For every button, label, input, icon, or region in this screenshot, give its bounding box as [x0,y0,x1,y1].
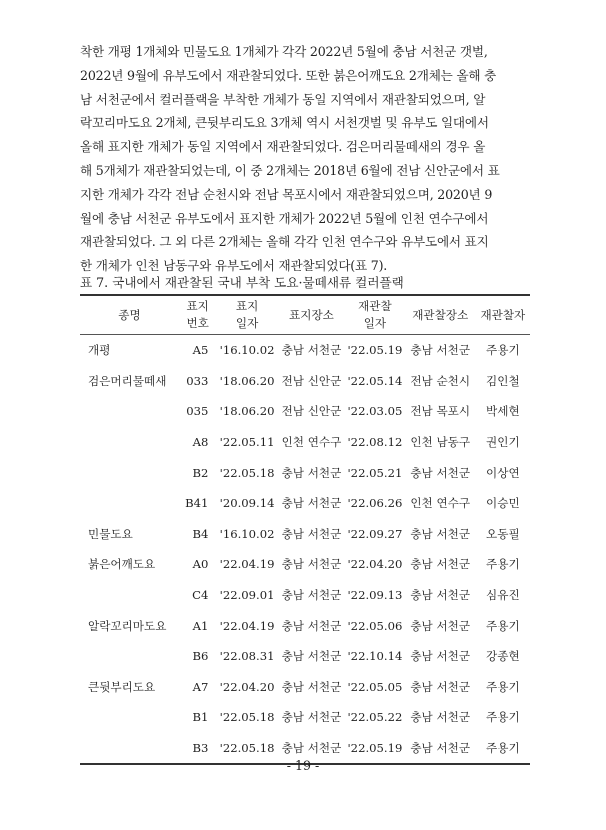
cell-resight-date: '22.05.06 [347,618,403,633]
cell-resight-location: 충남 서천군 [410,649,471,664]
cell-tag-no: B2 [192,465,209,480]
table-header-row [80,295,530,335]
cell-resight-date: '22.05.19 [347,741,403,756]
cell-tag-no: A7 [192,679,209,694]
cell-observer: 이승민 [486,496,520,511]
cell-observer: 권인기 [486,435,520,450]
header-tag-no-line2: 번호 [186,316,209,330]
header-tag-location: 표지장소 [289,307,334,322]
cell-species: 검은머리물떼새 [88,373,167,388]
cell-resight-location: 충남 서천군 [410,588,471,603]
table-row [80,366,530,397]
header-tag-date-line1: 표지 [235,299,259,313]
cell-resight-location: 전남 목포시 [410,404,471,419]
cell-observer: 강종현 [486,649,520,664]
cell-observer: 주용기 [486,679,520,694]
cell-tag-no: C4 [192,588,209,603]
cell-observer: 심유진 [486,588,520,603]
cell-tag-date: '22.05.18 [219,710,275,725]
table-row [80,672,530,703]
cell-tag-location: 충남 서천군 [281,679,342,694]
cell-tag-date: '18.06.20 [219,404,275,419]
header-species: 종명 [118,307,141,322]
paragraph-line: 남 서천군에서 컬러플랙을 부착한 개체가 동일 지역에서 재관찰되었으며, 알 [80,91,486,107]
cell-species [80,427,179,458]
cell-tag-date: '16.10.02 [219,526,275,541]
cell-observer: 이상연 [486,465,520,480]
header-resight-location: 재관찰장소 [412,307,469,322]
cell-tag-location: 전남 신안군 [281,404,342,419]
cell-resight-date: '22.06.26 [347,496,403,511]
cell-resight-date: '22.05.14 [347,373,403,388]
cell-resight-date: '22.09.13 [347,588,403,603]
table-row [80,610,530,641]
cell-tag-location: 충남 서천군 [281,588,342,603]
cell-species [80,396,179,427]
cell-resight-date: '22.05.05 [347,679,403,694]
cell-tag-location: 충남 서천군 [281,618,342,633]
table-row [80,519,530,550]
cell-resight-date: '22.05.19 [347,343,403,358]
cell-species [80,488,179,519]
cell-observer: 주용기 [486,557,520,572]
cell-resight-location: 인천 남동구 [410,435,471,450]
resighting-table [80,294,530,765]
header-resight-date [345,295,405,335]
header-tag-date-line2: 일자 [235,316,259,330]
table-row [80,488,530,519]
cell-resight-location: 충남 서천군 [410,679,471,694]
cell-tag-no: A0 [192,557,209,572]
cell-resight-date: '22.10.14 [347,649,403,664]
cell-tag-date: '22.05.11 [219,435,275,450]
cell-tag-no: B6 [192,649,209,664]
cell-tag-no: A5 [192,343,209,358]
header-observer: 재관찰자 [480,307,526,322]
paragraph-line: 월에 충남 서천군 유부도에서 표지한 개체가 2022년 5월에 인천 연수구에서 [80,210,489,226]
cell-species: 민물도요 [88,526,133,541]
header-tag-date [216,295,277,335]
cell-observer: 김인철 [486,373,520,388]
paragraph-line: 2022년 9월에 유부도에서 재관찰되었다. 또한 붉은어깨도요 2개체는 올해 충 [80,67,497,83]
cell-species [80,457,179,488]
paragraph-line: 해 5개체가 재관찰되었는데, 이 중 2개체는 2018년 6월에 전남 신안군에서 표 [80,162,500,178]
paragraph-line: 한 개체가 인천 남동구와 유부도에서 재관찰되었다(표 7). [80,258,388,274]
cell-observer: 오동필 [486,526,520,541]
cell-resight-date: '22.09.27 [347,526,403,541]
cell-species: 알락꼬리마도요 [88,618,167,633]
paragraph-line: 락꼬리마도요 2개체, 큰뒷부리도요 3개체 역시 서천갯벌 및 유부도 일대에서 [80,115,489,131]
cell-tag-no: 033 [186,373,209,388]
cell-resight-location: 충남 서천군 [410,465,471,480]
page-number: - 19 - [286,758,320,773]
cell-observer: 주용기 [486,710,520,725]
cell-resight-date: '22.04.20 [347,557,403,572]
cell-observer: 주용기 [486,618,520,633]
cell-species: 개평 [88,343,111,358]
header-resight-date-line1: 재관찰 [358,299,392,313]
cell-observer: 박세현 [486,404,520,419]
table-row [80,580,530,611]
cell-tag-date: '22.05.18 [219,465,275,480]
cell-resight-date: '22.05.22 [347,710,403,725]
cell-resight-location: 전남 순천시 [410,373,471,388]
cell-tag-no: B1 [192,710,209,725]
table-row [80,549,530,580]
cell-resight-location: 충남 서천군 [410,557,471,572]
table-row [80,702,530,733]
paragraph-line: 재관찰되었다. 그 외 다른 2개체는 올해 각각 인천 연수구와 유부도에서 표지 [80,234,489,250]
paragraph-line: 착한 개평 1개체와 민물도요 1개체가 각각 2022년 5월에 충남 서천군 갯벌, [80,44,488,59]
cell-tag-location: 충남 서천군 [281,649,342,664]
cell-resight-date: '22.05.21 [347,465,403,480]
cell-species: 붉은어깨도요 [88,557,156,572]
paragraph-line: 지한 개체가 각각 전남 순천시와 전남 목포시에서 재관찰되었으며, 2020년 9 [80,186,493,202]
cell-tag-date: '22.04.19 [219,557,275,572]
cell-tag-date: '22.04.19 [219,618,275,633]
cell-tag-location: 충남 서천군 [281,343,342,358]
table-row [80,396,530,427]
table-row [80,641,530,672]
cell-tag-date: '20.09.14 [219,496,275,511]
cell-tag-no: B3 [192,741,209,756]
cell-tag-no: 035 [186,404,209,419]
cell-resight-location: 충남 서천군 [410,343,471,358]
cell-observer: 주용기 [486,343,520,358]
cell-resight-location: 인천 연수구 [410,496,471,511]
cell-tag-date: '22.05.18 [219,741,275,756]
cell-tag-date: '22.08.31 [219,649,275,664]
cell-resight-date: '22.03.05 [347,404,403,419]
cell-tag-no: B41 [185,496,209,511]
header-resight-date-line2: 일자 [363,316,387,330]
cell-resight-date: '22.08.12 [347,435,403,450]
table-row [80,335,530,366]
cell-tag-no: B4 [192,526,209,541]
cell-species [80,702,179,733]
cell-tag-location: 충남 서천군 [281,526,342,541]
cell-tag-date: '22.04.20 [219,679,275,694]
cell-species [80,580,179,611]
cell-resight-location: 충남 서천군 [410,741,471,756]
table-row [80,457,530,488]
table-row [80,427,530,458]
cell-species [80,641,179,672]
cell-tag-location: 충남 서천군 [281,557,342,572]
cell-observer: 주용기 [486,741,520,756]
header-tag-no-line1: 표지 [186,299,209,313]
cell-tag-location: 충남 서천군 [281,741,342,756]
cell-tag-no: A8 [192,435,209,450]
header-tag-no [179,295,216,335]
paragraph-line: 올해 표지한 개체가 동일 지역에서 재관찰되었다. 검은머리물떼새의 경우 올 [80,139,486,155]
cell-tag-date: '16.10.02 [219,343,275,358]
cell-tag-location: 전남 신안군 [281,373,342,388]
cell-tag-location: 인천 연수구 [281,435,342,450]
cell-tag-location: 충남 서천군 [281,496,342,511]
cell-tag-location: 충남 서천군 [281,710,342,725]
cell-resight-location: 충남 서천군 [410,710,471,725]
body-paragraph [80,40,530,278]
cell-tag-date: '22.09.01 [219,588,275,603]
cell-tag-date: '18.06.20 [219,373,275,388]
cell-tag-location: 충남 서천군 [281,465,342,480]
cell-resight-location: 충남 서천군 [410,526,471,541]
cell-resight-location: 충남 서천군 [410,618,471,633]
cell-tag-no: A1 [192,618,209,633]
cell-species: 큰뒷부리도요 [88,679,156,694]
table-caption: 표 7. 국내에서 재관찰된 국내 부착 도요·물떼새류 컬러플랙 [80,275,404,290]
